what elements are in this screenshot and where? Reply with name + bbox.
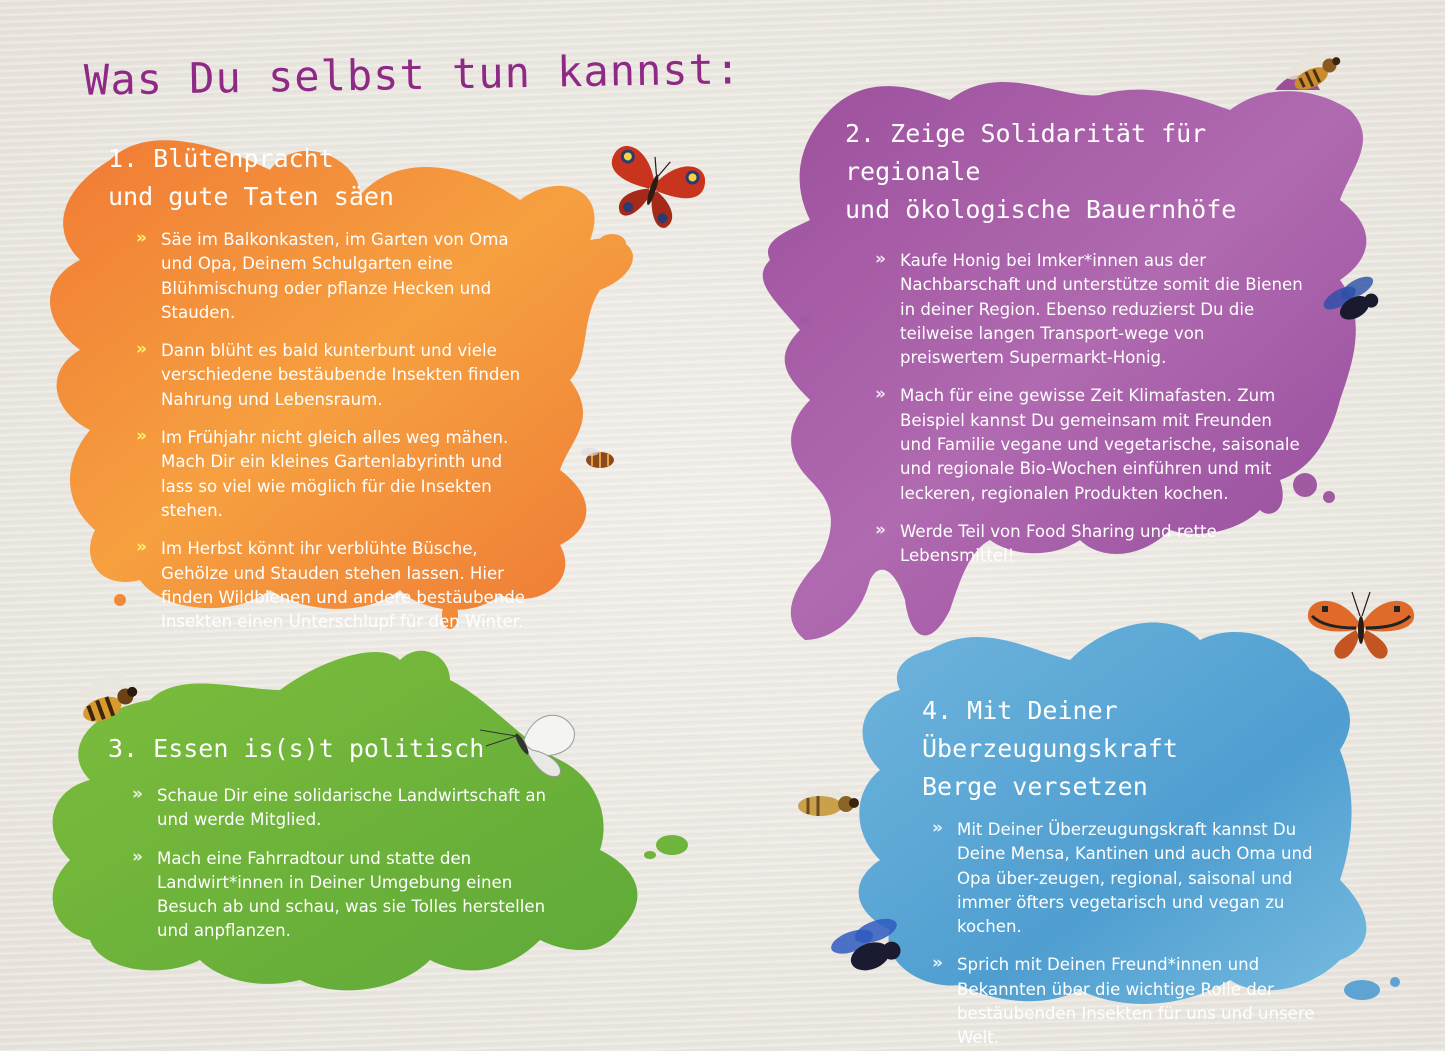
chevron-double-right-icon: » <box>932 953 943 974</box>
list-item: » Mit Deiner Überzeugungskraft kannst Du Deine Mensa, Kantinen und auch Oma und Opa über-zeugen, regional, saisonal und immer öfters vegetarisch und vegan zu kochen. <box>932 818 1313 937</box>
section-heading: 2. Zeige Solidarität für regionale und ökologische Bauernhöfe <box>845 119 1237 224</box>
section-bluetenpracht <box>108 140 568 634</box>
chevron-double-right-icon: » <box>132 846 143 867</box>
honeybee-icon <box>70 668 150 734</box>
section-list <box>932 818 1327 1051</box>
chevron-double-right-icon: » <box>132 784 143 804</box>
list-item: » Im Herbst könnt ihr verblühte Büsche, Gehölze und Stauden stehen lassen. Hier finden Wildbienen und andere bestäubende Insekten einen Unterschlupf für den Winter. <box>136 537 525 632</box>
chevron-double-right-icon: » <box>136 537 147 558</box>
chevron-double-right-icon: » <box>875 384 886 405</box>
list-item: » Mach für eine gewisse Zeit Klimafasten. Zum Beispiel kannst Du gemeinsam mit Freunden und Familie vegane und vegetarische, saisonale und regionale Bio-Wochen einführen und mit leckeren, regionalen Produkten kochen. <box>875 384 1300 503</box>
chevron-double-right-icon: » <box>136 339 147 360</box>
honeybee-icon <box>1278 38 1352 102</box>
white-butterfly-icon <box>474 700 584 786</box>
hoverfly-icon <box>578 446 622 474</box>
list-item: » Kaufe Honig bei Imker*innen aus der Nachbarschaft und unterstütze somit die Bienen in deiner Region. Ebenso reduzierst Du die teilweise langen Transport-wege von preiswertem Supermarkt-Honig. <box>875 249 1303 368</box>
section-heading: 4. Mit Deiner Überzeugungskraft Berge versetzen <box>922 696 1178 801</box>
peacock-butterfly-icon <box>598 140 710 232</box>
chevron-double-right-icon: » <box>136 426 147 447</box>
carpenter-bee-icon <box>822 912 918 988</box>
page-title: Was Du selbst tun kannst: <box>83 44 742 105</box>
chevron-double-right-icon: » <box>875 519 886 540</box>
chevron-double-right-icon: » <box>136 228 147 248</box>
section-list <box>875 249 1305 569</box>
list-item: » Werde Teil von Food Sharing und rette Lebensmittel! <box>875 519 1217 566</box>
section-solidaritaet <box>845 115 1325 569</box>
tortoiseshell-butterfly-icon <box>1302 588 1420 664</box>
chevron-double-right-icon: » <box>875 249 886 269</box>
carpenter-bee-icon <box>1314 272 1392 334</box>
list-item: » Schaue Dir eine solidarische Landwirtschaft an und werde Mitglied. <box>132 784 547 830</box>
section-ueberzeugungskraft <box>922 692 1352 1051</box>
list-item: » Säe im Balkonkasten, im Garten von Oma und Opa, Deinem Schulgarten eine Blühmischung oder pflanze Hecken und Stauden. <box>136 228 509 322</box>
list-item: » Sprich mit Deinen Freund*innen und Bekannten über die wichtige Rolle der bestäubenden Insekten für uns und unsere Welt. <box>932 953 1315 1048</box>
list-item: » Mach eine Fahrradtour und statte den Landwirt*innen in Deiner Umgebung einen Besuch ab und schau, was sie Tolles herstellen und anpflanzen. <box>132 846 546 941</box>
list-item: » Im Frühjahr nicht gleich alles weg mähen. Mach Dir ein kleines Gartenlabyrinth und lass so viel wie möglich für die Insekten stehen. <box>136 426 509 520</box>
honeybee-icon <box>790 778 868 828</box>
section-list <box>132 784 572 944</box>
chevron-double-right-icon: » <box>932 818 943 838</box>
list-item: » Dann blüht es bald kunterbunt und viele verschiedene bestäubende Insekten finden Nahrung und Lebensraum. <box>136 339 521 409</box>
section-heading: 1. Blütenpracht und gute Taten säen <box>108 144 394 211</box>
section-heading: 3. Essen is(s)t politisch <box>108 734 485 763</box>
section-list <box>136 228 536 634</box>
